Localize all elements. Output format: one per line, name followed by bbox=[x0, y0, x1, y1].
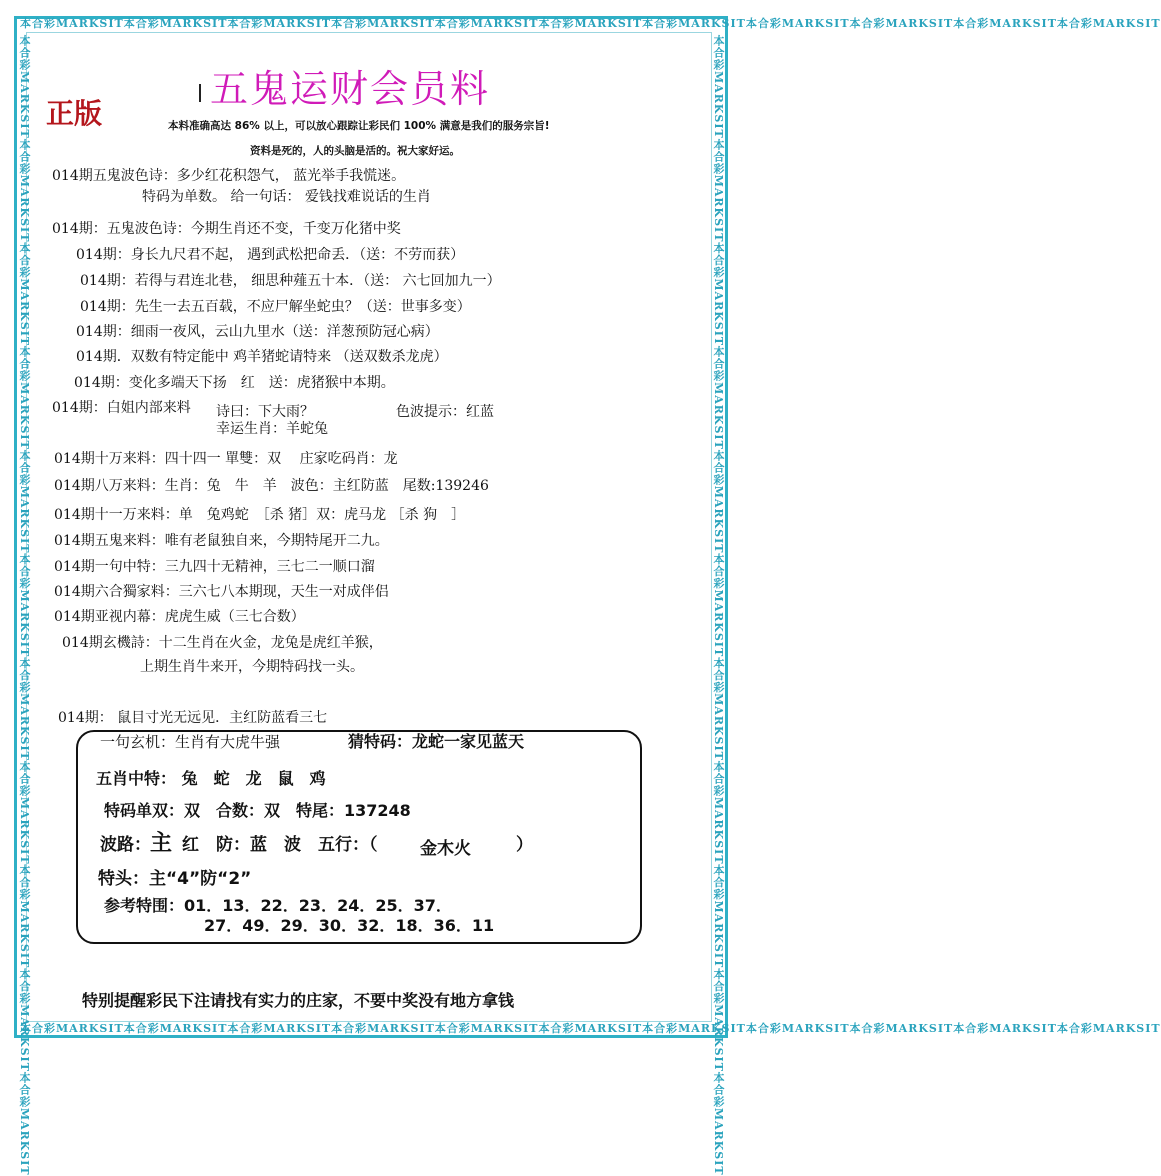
footer-notice: 特别提醒彩民下注请找有实力的庄家，不要中奖没有地方拿钱 bbox=[82, 991, 515, 1010]
line-17: 014期五鬼来料：唯有老鼠独自来，今期特尾开二九。 bbox=[54, 533, 389, 549]
line-12: 色波提示：红蓝 bbox=[396, 404, 494, 420]
box-line-4b: 主 bbox=[150, 831, 173, 856]
watermark-right: 本合彩MARKSIT本合彩MARKSIT本合彩MARKSIT本合彩MARKSIT本合彩MARKSIT本合彩MARKSIT本合彩MARKSIT本合彩MARKSIT本合彩MARKSIT本合彩MARKSIT本合彩MARKSIT bbox=[712, 35, 725, 1176]
line-16: 014期十一万来料：单 兔鸡蛇 ［杀 猪］双：虎马龙 ［杀 狗 ］ bbox=[54, 507, 466, 523]
line-19: 014期六合獨家料：三六七八本期现，天生一对成伴侣 bbox=[54, 584, 389, 600]
line-7: 014期：细雨一夜风，云山九里水（送：洋葱预防冠心病） bbox=[76, 324, 439, 340]
line-13: 幸运生肖：羊蛇兔 bbox=[216, 421, 328, 437]
box-line-1b: 猜特码：龙蛇一家见蓝天 bbox=[348, 732, 525, 751]
line-3: 014期：五鬼波色诗：今期生肖还不变，千变万化猪中奖 bbox=[52, 221, 401, 237]
box-line-3: 特码单双：双 合数：双 特尾：137248 bbox=[104, 801, 411, 820]
box-line-1a: 一句玄机：生肖有大虎牛强 bbox=[100, 733, 281, 751]
line-18: 014期一句中特：三九四十无精神，三七二一顺口溜 bbox=[54, 559, 375, 575]
box-line-5: 特头：主“4”防“2” bbox=[98, 869, 252, 889]
line-6: 014期：先生一去五百载，不应尸解坐蛇虫？（送：世事多变） bbox=[80, 299, 471, 315]
box-line-4a: 波路： bbox=[100, 835, 151, 855]
line-11: 诗曰：下大雨？ bbox=[216, 404, 314, 420]
line-8: 014期．双数有特定能中 鸡羊猪蛇请特来 （送双数杀龙虎） bbox=[76, 349, 448, 365]
box-line-6b: 27．49．29．30．32．18．36．11 bbox=[204, 916, 495, 935]
line-14: 014期十万来料：四十四一 單雙：双 庄家吃码肖：龙 bbox=[54, 451, 398, 467]
line-20: 014期亚视内幕：虎虎生威（三七合数） bbox=[54, 609, 305, 625]
line-23: 014期： 鼠目寸光无远见．主红防蓝看三七 bbox=[58, 710, 328, 726]
line-15: 014期八万来料：生肖：兔 牛 羊 波色：主红防蓝 尾数:139246 bbox=[54, 478, 489, 494]
watermark-left: 本合彩MARKSIT本合彩MARKSIT本合彩MARKSIT本合彩MARKSIT本合彩MARKSIT本合彩MARKSIT本合彩MARKSIT本合彩MARKSIT本合彩MARKSIT本合彩MARKSIT本合彩MARKSIT bbox=[18, 35, 31, 1176]
zhengban-label: 正版 bbox=[46, 97, 103, 130]
line-22: 上期生肖牛来开，今期特码找一头。 bbox=[140, 659, 364, 675]
watermark-top: 本合彩MARKSIT本合彩MARKSIT本合彩MARKSIT本合彩MARKSIT本合彩MARKSIT本合彩MARKSIT本合彩MARKSIT本合彩MARKSIT本合彩MARKSIT本合彩MARKSIT本合彩MARKSIT bbox=[20, 17, 1161, 30]
box-line-6a: 参考特围：01．13．22．23．24．25．37． bbox=[104, 896, 452, 915]
subtitle-2: 资料是死的，人的头脑是活的。祝大家好运。 bbox=[250, 145, 460, 157]
line-2: 特码为单数。 给一句话： 爱钱找难说话的生肖 bbox=[142, 189, 431, 205]
box-line-4c: 红 防：蓝 波 五行：（ bbox=[182, 835, 378, 855]
line-5: 014期：若得与君连北巷， 细思种薤五十本．（送： 六七回加九一） bbox=[80, 273, 501, 289]
line-1: 014期五鬼波色诗：多少红花积怨气， 蓝光举手我慌迷。 bbox=[52, 168, 406, 184]
watermark-bottom: 本合彩MARKSIT本合彩MARKSIT本合彩MARKSIT本合彩MARKSIT本合彩MARKSIT本合彩MARKSIT本合彩MARKSIT本合彩MARKSIT本合彩MARKSIT本合彩MARKSIT本合彩MARKSIT bbox=[20, 1022, 1161, 1035]
subtitle-1: 本料准确高达 86% 以上，可以放心跟踪让彩民们 100% 满意是我们的服务宗旨! bbox=[168, 120, 550, 132]
box-line-4e: ） bbox=[516, 835, 533, 855]
page-title: 五鬼运财会员料 bbox=[210, 67, 491, 111]
line-10: 014期：白姐内部来料 bbox=[52, 400, 191, 416]
title-bar bbox=[199, 84, 201, 102]
line-9: 014期：变化多端天下扬 红 送：虎猪猴中本期。 bbox=[74, 375, 395, 391]
box-line-4d: 金木火 bbox=[420, 839, 471, 859]
line-21: 014期玄機詩：十二生肖在火金，龙兔是虎红羊猴， bbox=[62, 635, 383, 651]
box-line-2: 五肖中特： 兔 蛇 龙 鼠 鸡 bbox=[96, 769, 326, 788]
line-4: 014期：身长九尺君不起， 遇到武松把命丢．（送：不劳而获） bbox=[76, 247, 465, 263]
